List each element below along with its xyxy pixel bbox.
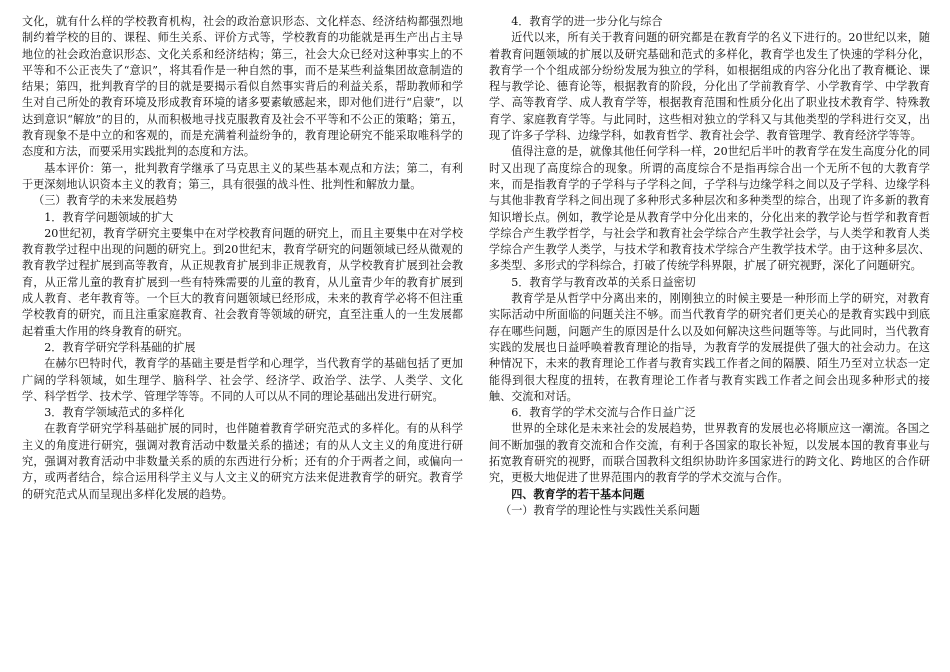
paragraph-trend-3: 在教育学研究学科基础扩展的同时，也伴随着教育学研究范式的多样化。有的从科学主义的角度进行研究，强调对教育活动中数量关系的描述；有的从人文主义的角度进行研究，强调对教育活动中非数量关系的质的东西进行分析；还有的介于两者之间，或偏向一方，或两者结合，综合运用科学主义与人文主义的研究方法来促进教育学的研究。教育学的研究范式从而呈现出多样化发展的趋势。 <box>22 422 463 501</box>
heading-trend-5: 5．教育学与教育改革的关系日益密切 <box>511 275 696 289</box>
heading-trend-2: 2．教育学研究学科基础的扩展 <box>44 340 196 354</box>
heading-trend-1: 1．教育学问题领域的扩大 <box>44 210 174 224</box>
paragraph-trend-5: 教育学是从哲学中分离出来的，刚刚独立的时候主要是一种形而上学的研究，对教育实际活动中所面临的问题关注不够。而当代教育学的研究者们更关心的是教育实践中到底存在哪些问题，问题产生的原因是什么以及如何解决这些问题等等。与此同时，当代教育实践的发展也日益呼唤着教育理论的指导，为教育学的发展提供了强大的社会动力。在这种情况下，未来的教育理论工作者与教育实践工作者之间的隔膜、陌生乃至对立状态一定能得到很大程度的扭转，在教育理论工作者与教育实践工作者之间会出现多种形式的接触、交流和对话。 <box>489 292 930 403</box>
heading-subsection-1: （一）教育学的理论性与实践性关系问题 <box>500 503 700 517</box>
paragraph-trend-1: 20世纪初，教育学研究主要集中在对学校教育问题的研究上，而且主要集中在对学校教育教学过程中出现的问题的研究上。到20世纪末，教育学研究的问题领域已经从微观的教育教学过程扩展到高等教育，从正规教育扩展到非正规教育，从学校教育扩展到社会教育，从正常儿童的教育扩展到一些有特殊需要的儿童的教育，从儿童青少年的教育扩展到成人教育、老年教育等。一个巨大的教育问题领域已经形成，未来的教育学必将不但注重学校教育的研究，而且注重家庭教育、社会教育等领域的研究，直至注重人的一生发展都起着重大作用的终身教育的研究。 <box>22 226 463 338</box>
paragraph-basic-evaluation: 基本评价：第一，批判教育学继承了马克思主义的某些基本观点和方法；第二，有利于更深刻地认识资本主义的教育；第三，具有很强的战斗性、批判性和解放力量。 <box>22 161 463 191</box>
paragraph-trend-2: 在赫尔巴特时代，教育学的基础主要是哲学和心理学，当代教育学的基础包括了更加广阔的学科领域，如生理学、脑科学、社会学、经济学、政治学、法学、人类学、文化学、科学哲学、技术学、管理学等等。不同的人可以从不同的理论基础出发进行研究。 <box>22 357 463 403</box>
heading-trend-4: 4．教育学的进一步分化与综合 <box>511 15 663 28</box>
paragraph-trend-4b: 值得注意的是，就像其他任何学科一样，20世纪后半叶的教育学在发生高度分化的同时又出现了高度综合的现象。所谓的高度综合不是指再综合出一个无所不包的大教育学来，而是指教育学的子学科与子学科之间，子学科与边缘学科之间以及子学科、边缘学科与其他非教育学科之间出现了多种形式多种层次和多种类型的综合，出现了许多新的教育知识增长点。例如，教学论是从教育学中分化出来的，分化出来的教学论与哲学和教育哲学综合产生教学哲学，与社会学和教育社会学综合产生教学社会学，与人类学和教育人类学综合产生教学人类学，与技术学和教育技术学综合产生教学技术学。由于这种多层次、多类型、多形式的学科综合，打破了传统学科界限，扩展了研究视野，深化了问题研究。 <box>489 145 930 273</box>
heading-future-trends: （三）教育学的未来发展趋势 <box>33 194 178 208</box>
right-column <box>489 14 930 519</box>
paragraph-trend-4a: 近代以来，所有关于教育问题的研究都是在教育学的名义下进行的。20世纪以来，随着教育问题领域的扩展以及研究基础和范式的多样化，教育学也发生了快速的学科分化，教育学一个个组成部分纷纷发展为独立的学科，如根据组成的内容分化出了教育概论、课程与教学论、德育论等，根据教育的阶段，分化出了学前教育学、小学教育学、中学教育学、高等教育学、成人教育学等，根据教育范围和性质分化出了职业技术教育学、特殊教育学、家庭教育学等。与此同时，这些相对独立的学科又与其他类型的学科进行交叉，出现了许多子学科、边缘学科，如教育哲学、教育社会学、教育管理学、教育经济学等等。 <box>489 31 930 143</box>
heading-section-4: 四、教育学的若干基本问题 <box>511 487 645 501</box>
heading-trend-6: 6．教育学的学术交流与合作日益广泛 <box>511 406 696 420</box>
heading-trend-3: 3．教育学领域范式的多样化 <box>44 406 185 420</box>
paragraph-trend-6: 世界的全球化是未来社会的发展趋势，世界教育的发展也必将顺应这一潮流。各国之间不断加强的教育交流和合作交流，有利于各国家的取长补短，以发展本国的教育事业与拓宽教育研究的视野，而联合国教科文组织协助许多国家进行的跨文化、跨地区的合作研究，更极大地促进了世界范围内的教育学的学术交流与合作。 <box>489 422 930 485</box>
left-column <box>22 14 463 519</box>
paragraph-critical-pedagogy-views: 文化，就有什么样的学校教育机构，社会的政治意识形态、文化样态、经济结构都强烈地制约着学校的目的、课程、师生关系、评价方式等，学校教育的功能就是再生产出占主导地位的社会政治意识形态、文化关系和经济结构；第三，社会大众已经对这种事实上的不平等和不公正丧失了“意识”，将其看作是一种自然的事，而不是某些利益集团故意制造的结果；第四，批判教育学的目的就是要揭示看似自然事实背后的利益关系，帮助教师和学生对自己所处的教育环境及形成教育环境的诸多要素敏感起来，即对他们进行“启蒙”，以达到意识“解放”的目的，从而积极地寻找克服教育及社会不平等和不公正的策略；第五，教育现象不是中立的和客观的，而是充满着利益纷争的，教育理论研究不能采取唯科学的态度和方法，而要采用实践批判的态度和方法。 <box>22 15 463 159</box>
two-column-body <box>22 14 930 519</box>
